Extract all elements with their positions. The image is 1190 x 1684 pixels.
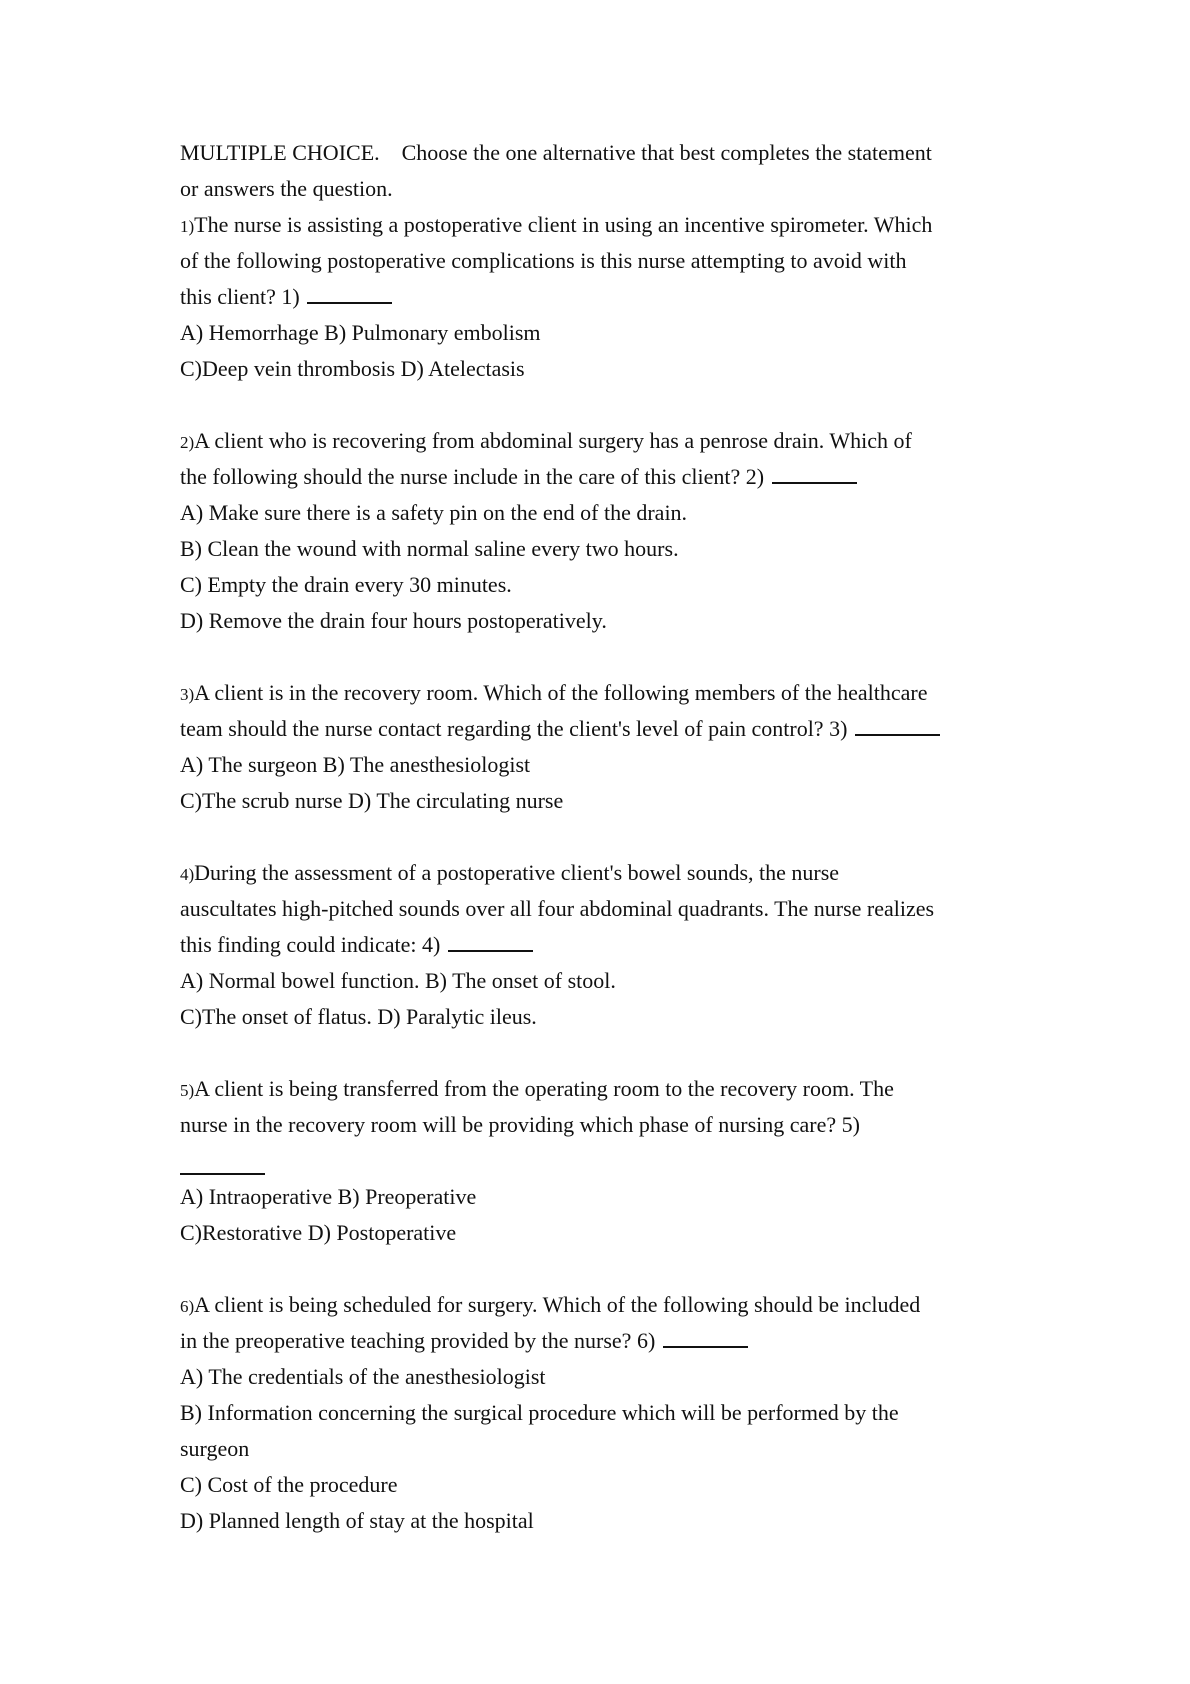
answer-option: D) Planned length of stay at the hospital bbox=[180, 1508, 534, 1533]
answer-options-line: C)The onset of flatus. D) Paralytic ileus. bbox=[180, 1004, 537, 1029]
answer-options-line: C)Restorative D) Postoperative bbox=[180, 1220, 457, 1245]
answer-option: C) Empty the drain every 30 minutes. bbox=[180, 572, 512, 597]
answer-options-line: A) Normal bowel function. B) The onset of stool. bbox=[180, 968, 616, 993]
answer-option: C) Cost of the procedure bbox=[180, 1472, 398, 1497]
question-text-line: During the assessment of a postoperative client's bowel sounds, the nurse bbox=[194, 860, 840, 885]
question-text-line: A client who is recovering from abdominal surgery has a penrose drain. Which of bbox=[194, 428, 912, 453]
answer-option: D) Remove the drain four hours postoperatively. bbox=[180, 608, 607, 633]
answer-options-line: A) Hemorrhage B) Pulmonary embolism bbox=[180, 320, 541, 345]
answer-option: A) Make sure there is a safety pin on the end of the drain. bbox=[180, 500, 688, 525]
question-3 bbox=[180, 675, 1030, 819]
answer-blank[interactable] bbox=[307, 280, 392, 304]
answer-blank[interactable] bbox=[180, 1151, 265, 1175]
question-text-line: The nurse is assisting a postoperative client in using an incentive spirometer. Which bbox=[194, 212, 933, 237]
question-text-line: team should the nurse contact regarding the client's level of pain control? 3) bbox=[180, 716, 848, 741]
answer-option-continued: surgeon bbox=[180, 1436, 250, 1461]
answer-blank[interactable] bbox=[448, 928, 533, 952]
answer-options-line: C)Deep vein thrombosis D) Atelectasis bbox=[180, 356, 525, 381]
answer-options-line: C)The scrub nurse D) The circulating nurse bbox=[180, 788, 564, 813]
question-number: 5) bbox=[180, 1081, 195, 1100]
instructions-line-1: MULTIPLE CHOICE. Choose the one alternative that best completes the statement bbox=[180, 140, 932, 165]
question-number: 3) bbox=[180, 685, 195, 704]
question-text-line: nurse in the recovery room will be providing which phase of nursing care? 5) bbox=[180, 1112, 860, 1137]
instructions-line-2: or answers the question. bbox=[180, 176, 393, 201]
question-text-line: A client is in the recovery room. Which of the following members of the healthcare bbox=[194, 680, 928, 705]
question-text-line: auscultates high-pitched sounds over all four abdominal quadrants. The nurse realizes bbox=[180, 896, 935, 921]
answer-options-line: A) The surgeon B) The anesthesiologist bbox=[180, 752, 531, 777]
question-4 bbox=[180, 855, 1030, 1035]
answer-blank[interactable] bbox=[663, 1324, 748, 1348]
question-5 bbox=[180, 1071, 1030, 1251]
question-text-line: this finding could indicate: 4) bbox=[180, 932, 441, 957]
question-number: 2) bbox=[180, 433, 195, 452]
question-1 bbox=[180, 207, 1030, 387]
document-page bbox=[180, 135, 1030, 1539]
question-text-line: of the following postoperative complications is this nurse attempting to avoid with bbox=[180, 248, 907, 273]
question-number: 6) bbox=[180, 1297, 195, 1316]
question-number: 1) bbox=[180, 217, 195, 236]
answer-options-line: A) Intraoperative B) Preoperative bbox=[180, 1184, 477, 1209]
question-2 bbox=[180, 423, 1030, 639]
answer-blank[interactable] bbox=[772, 460, 857, 484]
question-text-line: A client is being scheduled for surgery. Which of the following should be included bbox=[194, 1292, 921, 1317]
question-text-line: in the preoperative teaching provided by the nurse? 6) bbox=[180, 1328, 656, 1353]
question-number: 4) bbox=[180, 865, 195, 884]
question-6 bbox=[180, 1287, 1030, 1539]
question-text-line: this client? 1) bbox=[180, 284, 300, 309]
answer-option: A) The credentials of the anesthesiologist bbox=[180, 1364, 546, 1389]
answer-option: B) Clean the wound with normal saline every two hours. bbox=[180, 536, 679, 561]
answer-blank[interactable] bbox=[855, 712, 940, 736]
question-text-line: the following should the nurse include in the care of this client? 2) bbox=[180, 464, 765, 489]
answer-option: B) Information concerning the surgical procedure which will be performed by the bbox=[180, 1400, 899, 1425]
question-text-line: A client is being transferred from the operating room to the recovery room. The bbox=[194, 1076, 894, 1101]
